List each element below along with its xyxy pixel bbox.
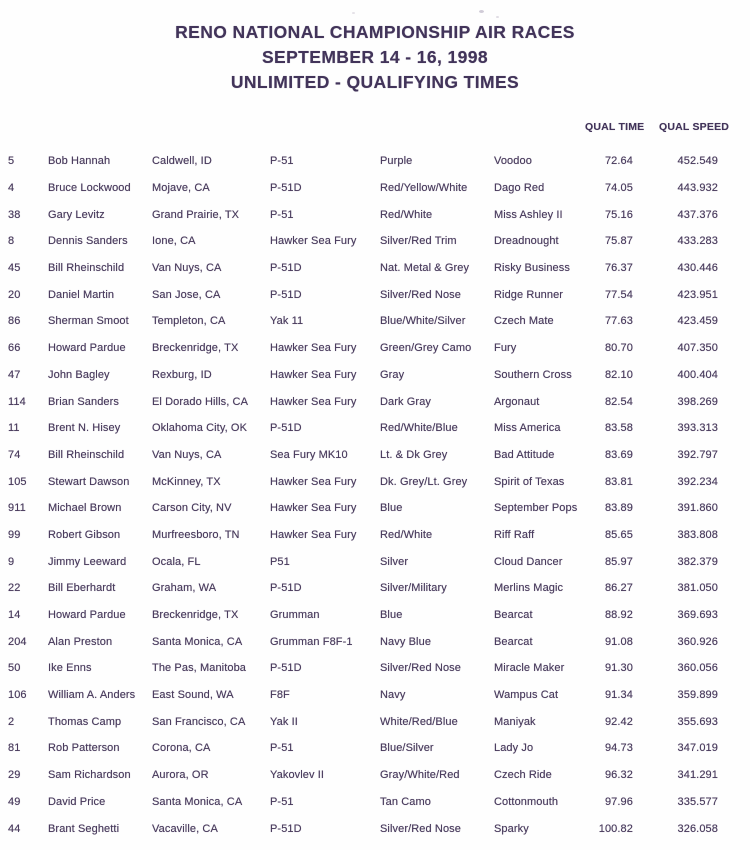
- qual-speed-cell: 391.860: [677, 502, 718, 515]
- aircraft-type-cell: P-51D: [270, 288, 302, 301]
- aircraft-name-cell: Bad Attitude: [494, 448, 555, 461]
- pilot-name-cell: Jimmy Leeward: [48, 555, 127, 568]
- title-line-3: UNLIMITED - QUALIFYING TIMES: [230, 72, 520, 92]
- aircraft-colors-cell: Gray/White/Red: [380, 769, 460, 782]
- qual-speed-cell: 355.693: [677, 715, 718, 728]
- aircraft-colors-cell: Red/White: [380, 528, 433, 541]
- race-number-cell: 38: [8, 208, 21, 221]
- aircraft-colors-cell: Green/Grey Camo: [380, 342, 472, 355]
- qual-time-cell: 82.54: [604, 395, 633, 408]
- location-cell: McKinney, TX: [152, 475, 221, 488]
- race-number-cell: 2: [8, 715, 15, 728]
- race-number-cell: 45: [8, 262, 21, 275]
- location-cell: Breckenridge, TX: [152, 609, 239, 622]
- pilot-name-cell: Thomas Camp: [48, 715, 122, 728]
- race-number-cell: 44: [8, 822, 21, 835]
- aircraft-type-cell: Sea Fury MK10: [270, 448, 348, 461]
- pilot-name-cell: Sam Richardson: [48, 769, 131, 782]
- qual-time-cell: 83.89: [604, 502, 633, 515]
- race-number-cell: 86: [8, 315, 21, 328]
- race-number-cell: 4: [8, 182, 15, 195]
- qual-speed-cell: 326.058: [677, 822, 718, 835]
- race-number-cell: 106: [8, 689, 27, 702]
- table-row: [0, 522, 750, 549]
- qual-time-cell: 85.97: [604, 555, 633, 568]
- qualifying-times-table: [0, 148, 750, 842]
- race-number-cell: 204: [8, 635, 27, 648]
- race-number-cell: 14: [8, 609, 21, 622]
- location-cell: East Sound, WA: [152, 689, 234, 702]
- location-cell: Vacaville, CA: [152, 822, 218, 835]
- location-cell: Oklahoma City, OK: [152, 422, 248, 435]
- qual-speed-cell: 347.019: [677, 742, 718, 755]
- pilot-name-cell: Rob Patterson: [48, 742, 120, 755]
- aircraft-name-cell: Czech Mate: [494, 315, 554, 328]
- aircraft-name-cell: Merlins Magic: [494, 582, 564, 595]
- aircraft-name-cell: Fury: [494, 342, 517, 355]
- race-number-cell: 29: [8, 769, 21, 782]
- location-cell: Mojave, CA: [152, 182, 210, 195]
- table-row: [0, 735, 750, 762]
- aircraft-colors-cell: Lt. & Dk Grey: [380, 448, 448, 461]
- race-number-cell: 114: [8, 395, 26, 408]
- aircraft-name-cell: September Pops: [494, 502, 578, 515]
- aircraft-name-cell: Miss Ashley II: [494, 208, 563, 221]
- pilot-name-cell: Dennis Sanders: [48, 235, 128, 248]
- table-row: [0, 415, 750, 442]
- race-number-cell: 9: [8, 555, 15, 568]
- aircraft-colors-cell: Silver: [380, 555, 409, 568]
- qual-time-cell: 83.69: [604, 448, 633, 461]
- qual-speed-cell: 452.549: [677, 155, 718, 168]
- table-row: [0, 762, 750, 789]
- aircraft-type-cell: P-51D: [270, 422, 302, 435]
- table-row: [0, 495, 750, 522]
- aircraft-name-cell: Dreadnought: [494, 235, 559, 248]
- location-cell: El Dorado Hills, CA: [152, 395, 249, 408]
- aircraft-name-cell: Bearcat: [494, 609, 533, 622]
- race-number-cell: 66: [8, 342, 21, 355]
- qual-time-cell: 86.27: [604, 582, 633, 595]
- location-cell: Ione, CA: [152, 235, 196, 248]
- qual-speed-cell: 423.459: [677, 315, 718, 328]
- race-number-cell: 99: [8, 528, 21, 541]
- aircraft-colors-cell: Navy Blue: [380, 635, 432, 648]
- scan-artifact: [479, 10, 484, 13]
- document-title: [0, 20, 750, 95]
- table-row: [0, 362, 750, 389]
- qual-speed-cell: 382.379: [677, 555, 718, 568]
- qual-time-cell: 83.58: [604, 422, 633, 435]
- table-row: [0, 388, 750, 415]
- qual-time-cell: 92.42: [604, 715, 633, 728]
- race-number-cell: 5: [8, 155, 15, 168]
- aircraft-type-cell: P-51: [270, 795, 294, 808]
- aircraft-colors-cell: Silver/Red Nose: [380, 662, 461, 675]
- aircraft-type-cell: Yak 11: [270, 315, 304, 328]
- qual-time-cell: 91.30: [604, 662, 633, 675]
- pilot-name-cell: Sherman Smoot: [48, 315, 129, 328]
- location-cell: Murfreesboro, TN: [152, 528, 240, 541]
- aircraft-name-cell: Czech Ride: [494, 769, 552, 782]
- aircraft-name-cell: Riff Raff: [494, 528, 535, 541]
- qual-time-cell: 75.16: [604, 208, 633, 221]
- pilot-name-cell: Robert Gibson: [48, 528, 121, 541]
- aircraft-name-cell: Argonaut: [494, 395, 540, 408]
- location-cell: Santa Monica, CA: [152, 795, 243, 808]
- location-cell: Van Nuys, CA: [152, 448, 222, 461]
- pilot-name-cell: Brian Sanders: [48, 395, 120, 408]
- qual-time-cell: 76.37: [604, 262, 633, 275]
- aircraft-colors-cell: Dark Gray: [380, 395, 432, 408]
- aircraft-name-cell: Dago Red: [494, 182, 545, 195]
- qual-speed-cell: 443.932: [677, 182, 718, 195]
- table-row: [0, 628, 750, 655]
- location-cell: Graham, WA: [152, 582, 217, 595]
- pilot-name-cell: William A. Anders: [48, 689, 136, 702]
- location-cell: Caldwell, ID: [152, 155, 212, 168]
- qual-speed-cell: 341.291: [677, 769, 718, 782]
- table-row: [0, 228, 750, 255]
- location-cell: Grand Prairie, TX: [152, 208, 240, 221]
- qual-speed-cell: 383.808: [677, 528, 718, 541]
- qual-speed-cell: 359.899: [677, 689, 718, 702]
- qual-time-cell: 88.92: [604, 609, 633, 622]
- aircraft-colors-cell: Blue/Silver: [380, 742, 434, 755]
- pilot-name-cell: Bill Eberhardt: [48, 582, 116, 595]
- table-row: [0, 148, 750, 175]
- title-line-2: SEPTEMBER 14 - 16, 1998: [261, 47, 489, 67]
- qual-time-cell: 85.65: [604, 528, 633, 541]
- location-cell: Breckenridge, TX: [152, 342, 239, 355]
- qual-speed-cell: 437.376: [677, 208, 718, 221]
- qual-time-cell: 75.87: [604, 235, 633, 248]
- aircraft-colors-cell: Silver/Red Trim: [380, 235, 457, 248]
- aircraft-type-cell: Grumman F8F-1: [270, 635, 353, 648]
- aircraft-colors-cell: Gray: [380, 368, 405, 381]
- table-row: [0, 789, 750, 816]
- race-number-cell: 81: [8, 742, 21, 755]
- table-row: [0, 308, 750, 335]
- aircraft-colors-cell: Red/White: [380, 208, 433, 221]
- table-row: [0, 682, 750, 709]
- scan-artifact: [496, 16, 499, 18]
- aircraft-type-cell: F8F: [270, 689, 290, 702]
- qual-speed-cell: 360.056: [677, 662, 718, 675]
- title-line-1: RENO NATIONAL CHAMPIONSHIP AIR RACES: [175, 22, 575, 42]
- aircraft-colors-cell: Silver/Red Nose: [380, 288, 461, 301]
- aircraft-type-cell: P-51: [270, 155, 294, 168]
- pilot-name-cell: Alan Preston: [48, 635, 113, 648]
- aircraft-colors-cell: Blue/White/Silver: [380, 315, 466, 328]
- table-column-headers: [0, 121, 750, 135]
- scan-artifact: [352, 12, 355, 14]
- qual-time-cell: 96.32: [604, 769, 633, 782]
- table-row: [0, 442, 750, 469]
- table-row: [0, 602, 750, 629]
- qual-speed-cell: 393.313: [677, 422, 718, 435]
- location-cell: Santa Monica, CA: [152, 635, 243, 648]
- qual-time-cell: 80.70: [604, 342, 633, 355]
- aircraft-type-cell: Yakovlev II: [270, 769, 325, 782]
- race-number-cell: 11: [8, 422, 20, 435]
- aircraft-name-cell: Cloud Dancer: [494, 555, 563, 568]
- location-cell: San Francisco, CA: [152, 715, 246, 728]
- qual-time-cell: 77.63: [604, 315, 633, 328]
- race-number-cell: 74: [8, 448, 21, 461]
- aircraft-type-cell: P-51: [270, 208, 294, 221]
- location-cell: Carson City, NV: [152, 502, 232, 515]
- race-number-cell: 22: [8, 582, 21, 595]
- aircraft-name-cell: Miracle Maker: [494, 662, 565, 675]
- aircraft-name-cell: Lady Jo: [494, 742, 534, 755]
- aircraft-type-cell: Hawker Sea Fury: [270, 235, 357, 248]
- qual-time-cell: 91.08: [604, 635, 633, 648]
- qual-speed-cell: 392.234: [677, 475, 718, 488]
- pilot-name-cell: David Price: [48, 795, 106, 808]
- qual-speed-cell: 430.446: [677, 262, 718, 275]
- aircraft-colors-cell: Red/White/Blue: [380, 422, 458, 435]
- aircraft-colors-cell: Blue: [380, 502, 403, 515]
- qual-time-column-header: QUAL TIME: [585, 121, 645, 133]
- qual-time-cell: 74.05: [604, 182, 633, 195]
- location-cell: San Jose, CA: [152, 288, 221, 301]
- location-cell: Corona, CA: [152, 742, 211, 755]
- pilot-name-cell: Bill Rheinschild: [48, 262, 125, 275]
- qual-time-cell: 100.82: [598, 822, 633, 835]
- qual-speed-cell: 400.404: [677, 368, 718, 381]
- aircraft-colors-cell: Dk. Grey/Lt. Grey: [380, 475, 468, 488]
- aircraft-type-cell: Hawker Sea Fury: [270, 368, 357, 381]
- qual-time-cell: 82.10: [604, 368, 633, 381]
- qual-time-cell: 97.96: [604, 795, 633, 808]
- aircraft-colors-cell: Red/Yellow/White: [380, 182, 468, 195]
- aircraft-name-cell: Risky Business: [494, 262, 570, 275]
- aircraft-name-cell: Bearcat: [494, 635, 533, 648]
- aircraft-name-cell: Ridge Runner: [494, 288, 564, 301]
- aircraft-type-cell: P-51: [270, 742, 294, 755]
- pilot-name-cell: Daniel Martin: [48, 288, 115, 301]
- aircraft-colors-cell: Tan Camo: [380, 795, 431, 808]
- aircraft-name-cell: Southern Cross: [494, 368, 572, 381]
- aircraft-type-cell: Hawker Sea Fury: [270, 395, 357, 408]
- aircraft-type-cell: Hawker Sea Fury: [270, 528, 357, 541]
- aircraft-name-cell: Cottonmouth: [494, 795, 559, 808]
- qual-speed-cell: 398.269: [677, 395, 718, 408]
- pilot-name-cell: Brant Seghetti: [48, 822, 120, 835]
- location-cell: Van Nuys, CA: [152, 262, 222, 275]
- table-row: [0, 255, 750, 282]
- qual-speed-column-header: QUAL SPEED: [659, 121, 730, 133]
- qual-speed-cell: 369.693: [677, 609, 718, 622]
- race-number-cell: 8: [8, 235, 15, 248]
- table-row: [0, 708, 750, 735]
- location-cell: Templeton, CA: [152, 315, 226, 328]
- table-row: [0, 655, 750, 682]
- pilot-name-cell: Michael Brown: [48, 502, 122, 515]
- qual-time-cell: 72.64: [604, 155, 633, 168]
- qual-speed-cell: 360.926: [677, 635, 718, 648]
- qual-speed-cell: 392.797: [677, 448, 718, 461]
- pilot-name-cell: John Bagley: [48, 368, 110, 381]
- aircraft-type-cell: Grumman: [270, 609, 320, 622]
- aircraft-type-cell: Hawker Sea Fury: [270, 502, 357, 515]
- aircraft-name-cell: Sparky: [494, 822, 529, 835]
- pilot-name-cell: Bob Hannah: [48, 155, 111, 168]
- aircraft-name-cell: Maniyak: [494, 715, 536, 728]
- race-number-cell: 47: [8, 368, 21, 381]
- pilot-name-cell: Brent N. Hisey: [48, 422, 121, 435]
- aircraft-type-cell: Yak II: [270, 715, 298, 728]
- aircraft-type-cell: P-51D: [270, 822, 302, 835]
- qual-time-cell: 77.54: [604, 288, 633, 301]
- pilot-name-cell: Gary Levitz: [48, 208, 105, 221]
- race-number-cell: 50: [8, 662, 21, 675]
- aircraft-colors-cell: Navy: [380, 689, 406, 702]
- race-number-cell: 911: [8, 502, 26, 515]
- aircraft-name-cell: Spirit of Texas: [494, 475, 565, 488]
- aircraft-type-cell: P-51D: [270, 582, 302, 595]
- table-row: [0, 201, 750, 228]
- qual-time-cell: 83.81: [604, 475, 633, 488]
- qual-speed-cell: 335.577: [677, 795, 718, 808]
- table-row: [0, 468, 750, 495]
- pilot-name-cell: Howard Pardue: [48, 342, 126, 355]
- aircraft-colors-cell: Nat. Metal & Grey: [380, 262, 470, 275]
- aircraft-name-cell: Wampus Cat: [494, 689, 559, 702]
- race-number-cell: 49: [8, 795, 21, 808]
- location-cell: Rexburg, ID: [152, 368, 212, 381]
- qual-time-cell: 94.73: [604, 742, 633, 755]
- aircraft-type-cell: Hawker Sea Fury: [270, 342, 357, 355]
- qual-time-cell: 91.34: [604, 689, 633, 702]
- aircraft-colors-cell: Silver/Red Nose: [380, 822, 461, 835]
- table-row: [0, 281, 750, 308]
- qual-speed-cell: 423.951: [677, 288, 718, 301]
- aircraft-type-cell: P51: [270, 555, 290, 568]
- table-row: [0, 175, 750, 202]
- table-row: [0, 815, 750, 842]
- aircraft-colors-cell: Blue: [380, 609, 403, 622]
- aircraft-type-cell: P-51D: [270, 662, 302, 675]
- pilot-name-cell: Howard Pardue: [48, 609, 126, 622]
- qual-speed-cell: 381.050: [677, 582, 718, 595]
- aircraft-name-cell: Voodoo: [494, 155, 532, 168]
- aircraft-name-cell: Miss America: [494, 422, 561, 435]
- pilot-name-cell: Ike Enns: [48, 662, 92, 675]
- pilot-name-cell: Stewart Dawson: [48, 475, 130, 488]
- pilot-name-cell: Bruce Lockwood: [48, 182, 131, 195]
- race-number-cell: 20: [8, 288, 21, 301]
- table-row: [0, 335, 750, 362]
- qual-speed-cell: 433.283: [677, 235, 718, 248]
- qual-speed-cell: 407.350: [677, 342, 718, 355]
- race-number-cell: 105: [8, 475, 27, 488]
- location-cell: Aurora, OR: [152, 769, 209, 782]
- aircraft-colors-cell: White/Red/Blue: [380, 715, 458, 728]
- table-row: [0, 575, 750, 602]
- table-row: [0, 548, 750, 575]
- location-cell: Ocala, FL: [152, 555, 201, 568]
- aircraft-colors-cell: Purple: [380, 155, 413, 168]
- aircraft-type-cell: P-51D: [270, 182, 302, 195]
- aircraft-type-cell: P-51D: [270, 262, 302, 275]
- aircraft-colors-cell: Silver/Military: [380, 582, 447, 595]
- pilot-name-cell: Bill Rheinschild: [48, 448, 125, 461]
- aircraft-type-cell: Hawker Sea Fury: [270, 475, 357, 488]
- location-cell: The Pas, Manitoba: [152, 662, 247, 675]
